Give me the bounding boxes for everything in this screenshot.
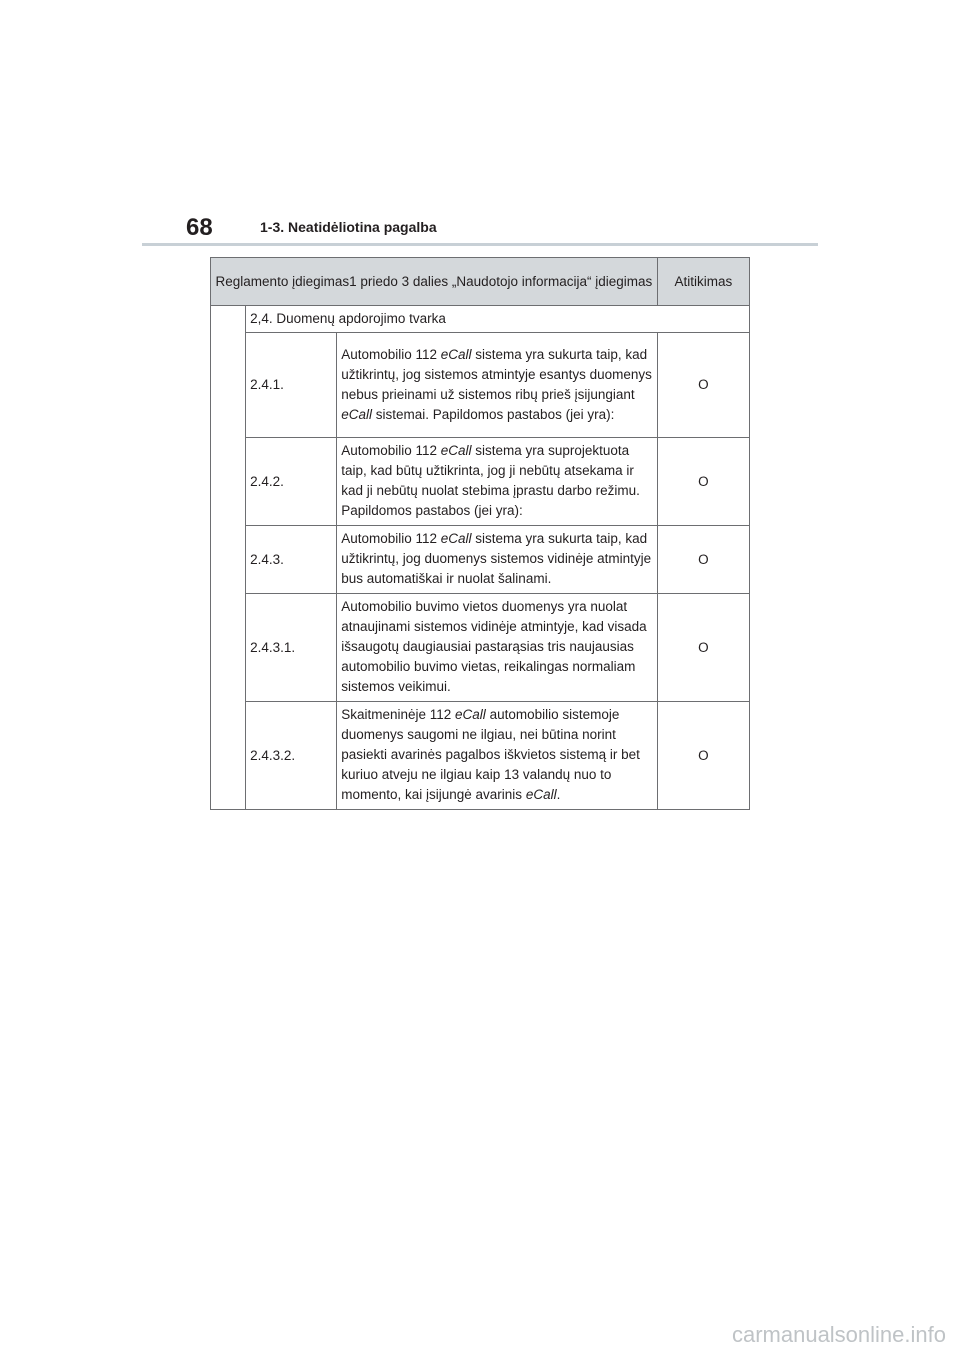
table-subheading: 2,4. Duomenų apdorojimo tvarka bbox=[246, 306, 750, 333]
description-text: Automobilio buvimo vietos duomenys yra nuolat atnaujinami sistemos vidinėje atmintyje, kad visada išsaugotų daugiausiai pastarąsias tris naujausias automobilio buvimo vietas, reikalingas normaliam sistemos veikimui. bbox=[341, 599, 647, 694]
ecall-term: eCall bbox=[440, 443, 472, 458]
description-text: automobilio sistemoje duomenys saugomi ne ilgiau, nei būtina norint pasiekti avarinės pagalbos iškvietos sistemą ir bet kuriuo atveju ne ilgiau kaip 13 valandų nuo to momento, kai įsijungė avarinis bbox=[341, 707, 640, 802]
table-row bbox=[211, 526, 750, 594]
ecall-term: eCall bbox=[455, 707, 486, 722]
description-text: . bbox=[556, 787, 561, 802]
compliance-mark: O bbox=[657, 438, 749, 526]
ecall-term: eCall bbox=[341, 406, 372, 422]
ecall-term: eCall bbox=[440, 531, 472, 546]
row-description bbox=[337, 526, 658, 594]
header-divider bbox=[142, 243, 818, 246]
description-text: Automobilio 112 bbox=[341, 346, 441, 362]
ecall-term: eCall bbox=[440, 346, 472, 362]
compliance-mark: O bbox=[657, 526, 749, 594]
table-row bbox=[211, 702, 750, 810]
table-row bbox=[211, 438, 750, 526]
watermark: carmanualsonline.info bbox=[731, 1322, 946, 1347]
description-text: sistema yra sukurta taip, kad užtikrintų, jog sistemos atmintyje esantys duomenys nebus prieinami už sistemos ribų prieš įsijungiant bbox=[341, 346, 652, 402]
compliance-column-header: Atitikimas bbox=[657, 258, 749, 306]
row-number: 2.4.3.1. bbox=[246, 594, 337, 702]
requirements-table bbox=[210, 257, 750, 810]
ecall-term: eCall bbox=[525, 787, 557, 802]
section-title: 1-3. Neatidėliotina pagalba bbox=[260, 219, 437, 235]
compliance-mark: O bbox=[657, 594, 749, 702]
row-number: 2.4.2. bbox=[246, 438, 337, 526]
compliance-mark: O bbox=[657, 702, 749, 810]
row-number: 2.4.1. bbox=[246, 333, 337, 438]
description-text: sistemai. Papildomos pastabos (jei yra): bbox=[371, 406, 615, 422]
page-number: 68 bbox=[186, 214, 213, 241]
row-number: 2.4.3.2. bbox=[246, 702, 337, 810]
description-text: Automobilio 112 bbox=[341, 443, 441, 458]
description-text: sistema yra sukurta taip, kad užtikrintų, jog duomenys sistemos vidinėje atmintyje bus automatiškai ir nuolat šalinami. bbox=[341, 531, 652, 586]
description-text: Automobilio 112 bbox=[341, 531, 441, 546]
indent-cell bbox=[211, 306, 246, 810]
table-row bbox=[211, 594, 750, 702]
description-text: sistema yra suprojektuota taip, kad būtų užtikrinta, jog ji nebūtų atsekama ir kad ji nebūtų nuolat stebima įprastu darbo režimu. Papildomos pastabos (jei yra): bbox=[341, 443, 640, 518]
row-description bbox=[337, 594, 658, 702]
requirement-column-header: Reglamento įdiegimas1 priedo 3 dalies „Naudotojo informacija“ įdiegimas bbox=[211, 258, 658, 306]
row-description bbox=[337, 438, 658, 526]
table-header-row bbox=[211, 258, 750, 306]
table-subheading-row bbox=[211, 306, 750, 333]
row-number: 2.4.3. bbox=[246, 526, 337, 594]
table-row bbox=[211, 333, 750, 438]
compliance-mark: O bbox=[657, 333, 749, 438]
row-description bbox=[337, 702, 658, 810]
row-description bbox=[337, 333, 658, 438]
description-text: Skaitmeninėje 112 bbox=[341, 707, 456, 722]
